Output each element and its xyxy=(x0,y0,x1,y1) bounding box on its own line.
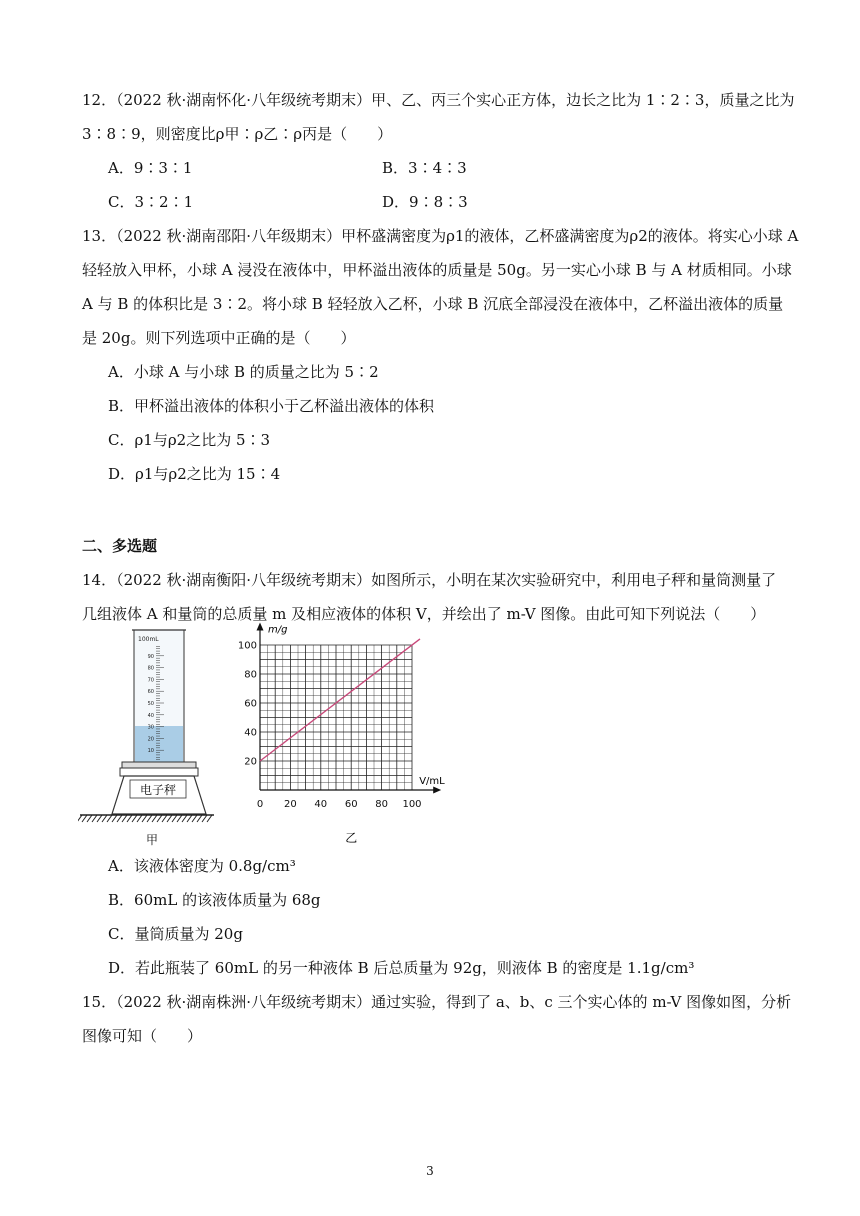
figure-left-caption: 甲 xyxy=(145,833,159,847)
x-tick-label: 100 xyxy=(402,799,422,810)
hatch-line xyxy=(102,815,107,822)
hatch-line xyxy=(92,815,97,822)
hatch-line xyxy=(202,815,207,822)
chart-caption: 乙 xyxy=(345,831,358,845)
cylinder-tick-label: 40 xyxy=(147,712,154,719)
y-tick-label: 80 xyxy=(244,669,257,681)
q14-option-b: B．60mL 的该液体质量为 68g xyxy=(108,891,321,909)
page-number: 3 xyxy=(426,1164,434,1178)
q12-option-a: A．9∶3∶1 xyxy=(108,159,193,177)
q13-stem-line4: 是 20g。则下列选项中正确的是（ ） xyxy=(82,329,356,347)
x-tick-label: 80 xyxy=(375,799,388,810)
cylinder-tick-label: 30 xyxy=(147,724,154,731)
hatch-line xyxy=(112,815,117,822)
q14-option-d: D．若此瓶装了 60mL 的另一种液体 B 后总质量为 92g，则液体 B 的密度是 1.1g/cm³ xyxy=(108,959,695,977)
q13-stem-line3: A 与 B 的体积比是 3∶2。将小球 B 轻轻放入乙杯，小球 B 沉底全部浸没在液体中，乙杯溢出液体的质量 xyxy=(82,295,784,313)
q13-option-b: B．甲杯溢出液体的体积小于乙杯溢出液体的体积 xyxy=(108,397,435,415)
hatch-line xyxy=(177,815,182,822)
chart-x-axis-label: V/mL xyxy=(419,776,445,787)
q15-stem-line1: 15．（2022 秋·湖南株洲·八年级统考期末）通过实验，得到了 a、b、c 三个实心体的 m-V 图像如图，分析 xyxy=(82,993,792,1011)
hatch-line xyxy=(167,815,172,822)
chart-grid xyxy=(260,645,412,790)
y-tick-label: 40 xyxy=(244,727,257,739)
q13-stem-line1: 13．（2022 秋·湖南邵阳·八年级期末）甲杯盛满密度为ρ1的液体，乙杯盛满密度为ρ2的液体。将实心小球 A xyxy=(82,227,799,245)
q13-option-d: D．ρ1与ρ2之比为 15∶4 xyxy=(108,465,281,483)
q14-option-c: C．量筒质量为 20g xyxy=(108,925,243,943)
cylinder-tick-label: 60 xyxy=(147,689,154,696)
q14-stem-line1: 14．（2022 秋·湖南衡阳·八年级统考期末）如图所示，小明在某次实验研究中，利用电子秤和量筒测量了 xyxy=(82,571,777,589)
q14-option-a: A．该液体密度为 0.8g/cm³ xyxy=(108,857,296,875)
q12-stem-line2: 3∶8∶9，则密度比ρ甲∶ρ乙∶ρ丙是（ ） xyxy=(82,125,393,143)
hatch-line xyxy=(142,815,147,822)
chart-tick-labels xyxy=(238,641,422,811)
hatch-line xyxy=(78,815,82,822)
cylinder-capacity-label: 100mL xyxy=(138,636,159,643)
hatch-line xyxy=(192,815,197,822)
cylinder-tick-label: 10 xyxy=(147,748,154,755)
y-tick-label: 20 xyxy=(244,756,257,768)
x-tick-label: 40 xyxy=(314,799,328,810)
hatch-line xyxy=(122,815,127,822)
cylinder-tick-label: 20 xyxy=(147,736,154,743)
hatch-line xyxy=(137,815,142,822)
q15-stem-line2: 图像可知（ ） xyxy=(82,1027,203,1045)
q12-stem-line1: 12．（2022 秋·湖南怀化·八年级统考期末）甲、乙、丙三个实心正方体，边长之比为 1∶2∶3，质量之比为 xyxy=(82,91,795,109)
figure-cylinder-scale xyxy=(78,628,238,850)
mv-chart xyxy=(238,620,488,850)
hatch-line xyxy=(187,815,192,822)
q13-option-c: C．ρ1与ρ2之比为 5∶3 xyxy=(108,431,271,449)
hatch-line xyxy=(182,815,187,822)
cylinder-tick-label: 50 xyxy=(147,701,154,707)
y-tick-label: 60 xyxy=(244,698,257,710)
q14-stem-line2: 几组液体 A 和量筒的总质量 m 及相应液体的体积 V，并绘出了 m-V 图像。由此可知下列说法（ ） xyxy=(82,605,766,623)
chart-axes xyxy=(257,623,442,794)
hatch-line xyxy=(157,815,162,822)
hatch-line xyxy=(107,815,112,822)
scale-label: 电子秤 xyxy=(139,783,177,797)
x-tick-label: 0 xyxy=(256,799,264,810)
hatch-line xyxy=(197,815,202,822)
y-tick-label: 100 xyxy=(238,640,257,652)
hatch-line xyxy=(162,815,167,822)
ground-hatching xyxy=(78,815,212,822)
hatch-line xyxy=(152,815,157,822)
hatch-line xyxy=(147,815,152,822)
cylinder-tick-label: 90 xyxy=(147,653,154,660)
hatch-line xyxy=(132,815,137,822)
section-heading: 二、多选题 xyxy=(82,537,158,555)
q12-option-c: C．3∶2∶1 xyxy=(108,193,194,211)
x-tick-label: 20 xyxy=(284,799,297,810)
hatch-line xyxy=(82,815,87,822)
q13-stem-line2: 轻轻放入甲杯，小球 A 浸没在液体中，甲杯溢出液体的质量是 50g。另一实心小球 B 与 A 材质相同。小球 xyxy=(82,261,792,279)
hatch-line xyxy=(117,815,122,822)
hatch-line xyxy=(87,815,92,822)
y-axis-arrow xyxy=(257,623,264,631)
hatch-line xyxy=(127,815,132,822)
x-tick-label: 60 xyxy=(344,799,358,810)
hatch-line xyxy=(172,815,177,822)
series-line xyxy=(260,639,420,761)
cylinder-tick-label: 80 xyxy=(147,665,154,672)
q12-option-d: D．9∶8∶3 xyxy=(382,193,468,211)
cylinder-tick-label: 70 xyxy=(147,677,154,684)
hatch-line xyxy=(97,815,102,822)
q12-option-b: B．3∶4∶3 xyxy=(382,159,467,177)
x-axis-arrow xyxy=(433,787,441,794)
q13-option-a: A．小球 A 与小球 B 的质量之比为 5∶2 xyxy=(108,363,379,381)
hatch-line xyxy=(207,815,212,822)
chart-y-axis-label: m/g xyxy=(268,624,288,636)
